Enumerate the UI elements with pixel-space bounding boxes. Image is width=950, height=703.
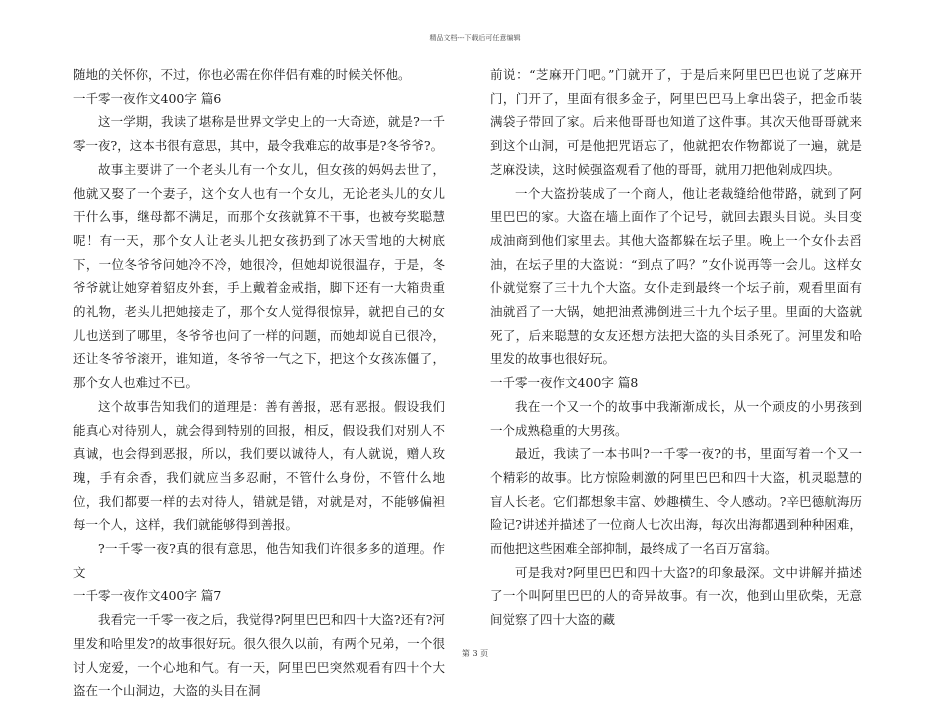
essay-title: 一千零一夜作文400字 篇8 bbox=[490, 375, 639, 391]
left-column bbox=[73, 63, 445, 703]
page-number: 第 3 页 bbox=[461, 649, 489, 658]
essay-title: 一千零一夜作文400字 篇7 bbox=[73, 588, 222, 604]
paragraph: 我看完一千零一夜之后，我觉得?阿里巴巴和四十大盗?还有?河里发和哈里发?的故事很好玩。很久很久以前，有两个兄弟，一个很讨人宠爱，一个心地和气。有一天，阿里巴巴突然观看有四十个大盗在一个山洞边，大盗的头目在洞 bbox=[73, 612, 445, 699]
paragraph: 最近，我读了一本书叫?一千零一夜?的书，里面写着一个又一个精彩的故事。比方惊险刺激的阿里巴巴和四十大盗，机灵聪慧的盲人长老。它们都想象丰富、妙趣横生、令人感动。?辛巴德航海历险记?讲述并描述了一位商人七次出海，每次出海都遇到种种困难，而他把这些困难全部抑制，最终成了一名百万富翁。 bbox=[490, 446, 862, 557]
paragraph: 可是我对?阿里巴巴和四十大盗?的印象最深。文中讲解并描述了一个叫阿里巴巴的人的奇异故事。有一次，他到山里砍柴，无意间觉察了四十大盗的藏 bbox=[490, 564, 862, 628]
paragraph: 这个故事告知我们的道理是：善有善报，恶有恶报。假设我们能真心对待别人，就会得到特别的回报，相反，假设我们对别人不真诚，也会得到恶报，所以，我们要以诚待人，有人就说，赠人玫瑰，手有余香，我们就应当多忍耐，不管什么身份，不管什么地位，我们都要一样的去对待人，错就是错，对就是对，不能够偏袒每一个人，这样，我们就能够得到善报。 bbox=[73, 398, 445, 533]
paragraph: 这一学期，我读了堪称是世界文学史上的一大奇迹，就是?一千零一夜?，这本书很有意思，其中，最令我难忘的故事是?冬爷爷?。 bbox=[73, 114, 445, 154]
page-header: 精品文档---下载后可任意编辑 bbox=[429, 34, 521, 42]
paragraph: 一个大盗扮装成了一个商人，他让老裁缝给他带路，就到了阿里巴巴的家。大盗在墙上面作了个记号，就回去跟头目说。头目变成油商到他们家里去。其他大盗都躲在坛子里。晚上一个女仆去舀油，在坛子里的大盗说：“到点了吗？”女仆说再等一会儿。这样女仆就觉察了三十九个大盗。女仆走到最终一个坛子前，观看里面有油就舀了一大锅，她把油煮沸倒进三十九个坛子里。里面的大盗就死了，后来聪慧的女友还想方法把大盗的头目杀死了。河里发和哈里发的故事也很好玩。 bbox=[490, 185, 862, 367]
paragraph: 我在一个又一个的故事中我渐渐成长，从一个顽皮的小男孩到一个成熟稳重的大男孩。 bbox=[490, 398, 862, 438]
paragraph: 故事主要讲了一个老头儿有一个女儿，但女孩的妈妈去世了，他就又娶了一个妻子，这个女人也有一个女儿，无论老头儿的女儿干什么事，继母都不满足，而那个女孩就算不干事，也被夸奖聪慧呢！有一天，那个女人让老头儿把女孩扔到了冰天雪地的大树底下，一位冬爷爷问她冷不冷，她很冷，但她却说很温存，于是，冬爷爷就让她穿着貂皮外套，手上戴着金戒指，脚下还有一大箱贵重的礼物，老头儿把她接走了，那个女人觉得很惊异，就把自己的女儿也送到了哪里，冬爷爷也问了一样的问题，而她却说自已很冷，还让冬爷爷滚开，谁知道，冬爷爷一气之下，把这个女孩冻僵了，那个女人也难过不已。 bbox=[73, 161, 445, 391]
essay-title: 一千零一夜作文400字 篇6 bbox=[73, 90, 222, 106]
paragraph: ?一千零一夜?真的很有意思，他告知我们许很多多的道理。作文 bbox=[73, 541, 445, 580]
paragraph: 前说：“芝麻开门吧。”门就开了，于是后来阿里巴巴也说了芝麻开门，门开了，里面有很多金子，阿里巴巴马上拿出袋子，把金币装满袋子带回了家。后来他哥哥也知道了这件事。其次天他哥哥就来到这个山洞，可是他把咒语忘了，他就把农作物都说了一遍，就是芝麻没读，这时候强盗观看了他的哥哥，就用刀把他剁成四块。 bbox=[490, 67, 862, 177]
right-column bbox=[490, 63, 862, 632]
paragraph: 随地的关怀你，不过，你也必需在你伴侣有难的时候关怀他。 bbox=[73, 67, 411, 82]
